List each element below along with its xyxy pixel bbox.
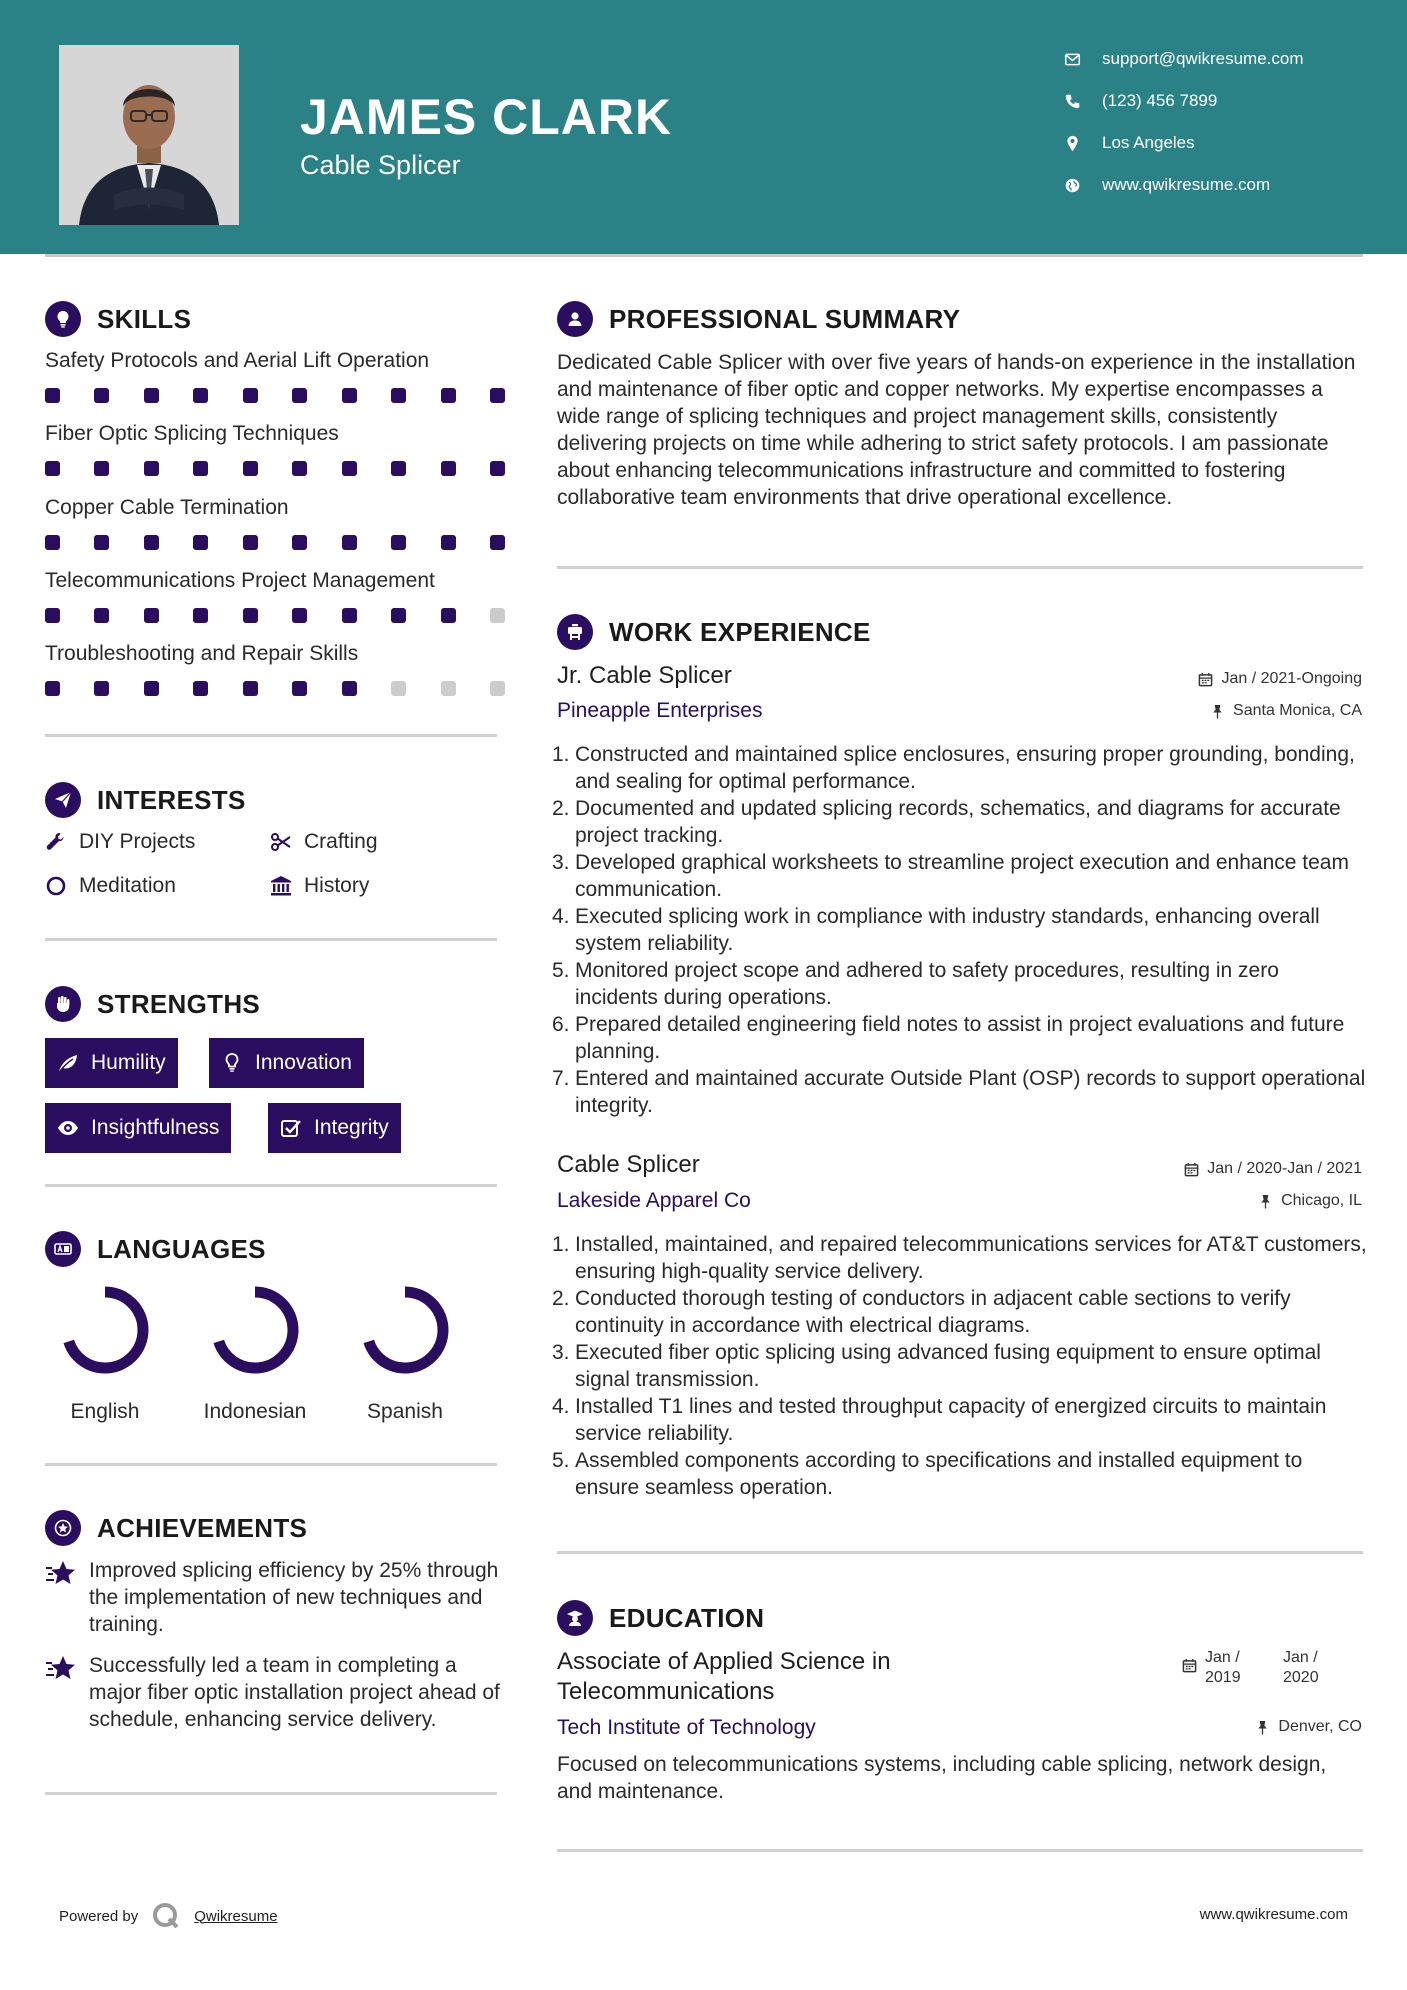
candidate-name: JAMES CLARK — [300, 89, 673, 145]
rating-dot-filled — [45, 681, 60, 696]
rating-dot-filled — [292, 535, 307, 550]
interests-title: INTERESTS — [97, 784, 246, 815]
thumbtack-icon — [1255, 1720, 1270, 1735]
strength-tag — [209, 1038, 364, 1088]
list-number: 2. — [552, 797, 570, 820]
map-pin-icon — [1064, 135, 1102, 152]
rating-dot-filled — [144, 681, 159, 696]
achievements-heading — [45, 1510, 307, 1546]
responsibility-item — [552, 795, 1367, 849]
eye-icon — [57, 1117, 79, 1139]
responsibility-item — [552, 1011, 1367, 1065]
rating-dot-filled — [292, 388, 307, 403]
job-location-text: Santa Monica, CA — [1233, 702, 1362, 719]
experience-title: WORK EXPERIENCE — [609, 616, 871, 647]
language-ring — [355, 1280, 455, 1380]
responsibility-item — [552, 903, 1367, 957]
strength-label: Insightfulness — [91, 1116, 220, 1139]
strength-tag — [268, 1103, 401, 1153]
rating-dot-filled — [144, 608, 159, 623]
education-title: EDUCATION — [609, 1602, 765, 1633]
skill-item — [45, 496, 505, 550]
responsibility-text: Prepared detailed engineering field notes to assist in project evaluations and future planning. — [575, 1013, 1345, 1063]
museum-icon — [270, 875, 292, 897]
list-number: 7. — [552, 1067, 570, 1090]
language-item — [180, 1280, 330, 1424]
skill-item — [45, 349, 505, 403]
rating-dot-filled — [144, 388, 159, 403]
education-heading — [557, 1600, 764, 1636]
rating-dot-filled — [292, 681, 307, 696]
responsibility-item — [552, 1393, 1367, 1447]
rating-dot-filled — [342, 681, 357, 696]
languages-heading — [45, 1231, 266, 1267]
language-item — [30, 1280, 180, 1424]
section-divider — [557, 1849, 1363, 1852]
rating-dot-filled — [193, 461, 208, 476]
language-name: English — [70, 1400, 140, 1423]
rating-dot-filled — [441, 461, 456, 476]
job-title: Cable Splicer — [557, 1151, 700, 1178]
responsibility-item — [552, 1339, 1367, 1393]
job-location — [1210, 702, 1362, 720]
language-name: Indonesian — [203, 1400, 307, 1423]
responsibility-text: Executed fiber optic splicing using advanced fusing equipment to ensure optimal signal transmission. — [575, 1341, 1321, 1391]
summary-text: Dedicated Cable Splicer with over five years of hands-on experience in the installation and maintenance of fiber optic and copper networks. My expertise encompasses a wide range of splicing techniques and project management skills, consistently delivering projects on time while adhering to strict safety protocols. I am passionate about enhancing telecommunications infrastructure and committed to fostering collaborative team environments that drive operational excellence. — [557, 351, 1356, 509]
rating-dot-filled — [193, 535, 208, 550]
skill-name: Troubleshooting and Repair Skills — [45, 642, 359, 665]
rating-dot-filled — [45, 608, 60, 623]
rating-dot-filled — [391, 461, 406, 476]
rating-dot-filled — [342, 461, 357, 476]
rating-dot-filled — [391, 388, 406, 403]
school-name: Tech Institute of Technology — [557, 1716, 816, 1739]
job-dates-text: Jan / 2021-Ongoing — [1221, 670, 1362, 687]
job-dates — [1184, 1160, 1362, 1178]
list-number: 4. — [552, 1395, 570, 1418]
section-divider — [45, 938, 497, 941]
responsibility-item — [552, 957, 1367, 1011]
rating-dot-filled — [292, 461, 307, 476]
education-start — [1205, 1648, 1283, 1688]
skill-rating — [45, 681, 505, 696]
scissors-icon — [270, 831, 292, 853]
phone-icon — [1064, 93, 1102, 110]
rating-dot-filled — [292, 608, 307, 623]
check-square-icon — [280, 1117, 302, 1139]
responsibility-text: Constructed and maintained splice enclosures, ensuring proper grounding, bonding, and sealing for optimal performance. — [575, 743, 1355, 793]
rating-dot-filled — [243, 461, 258, 476]
language-item — [330, 1280, 480, 1424]
achievement-item — [45, 1652, 505, 1733]
envelope-icon — [1064, 51, 1102, 68]
rating-dot-filled — [391, 608, 406, 623]
degree-title — [557, 1647, 891, 1707]
contact-location — [1064, 122, 1394, 164]
wrench-icon — [45, 831, 67, 853]
thumbtack-icon — [1258, 1194, 1273, 1209]
achievements-title: ACHIEVEMENTS — [97, 1512, 308, 1543]
section-divider — [557, 1551, 1363, 1554]
section-divider — [45, 1463, 497, 1466]
rating-dot-filled — [94, 388, 109, 403]
profile-photo — [59, 45, 239, 225]
education-location — [1255, 1718, 1362, 1736]
list-number: 5. — [552, 1449, 570, 1472]
responsibility-text: Installed, maintained, and repaired telecommunications services for AT&T customers, ensuring high-quality service delivery. — [575, 1233, 1367, 1283]
list-number: 1. — [552, 743, 570, 766]
skill-item — [45, 569, 505, 623]
interests-heading — [45, 782, 246, 818]
achievement-text: Successfully led a team in completing a major fiber optic installation project ahead of schedule, enhancing service delivery. — [89, 1654, 500, 1731]
responsibility-text: Entered and maintained accurate Outside Plant (OSP) records to support operational integrity. — [575, 1067, 1366, 1117]
circle-icon — [45, 875, 67, 897]
job-dates-text: Jan / 2020-Jan / 2021 — [1207, 1160, 1362, 1177]
rating-dot-filled — [391, 535, 406, 550]
contact-website[interactable] — [1064, 164, 1394, 206]
interest-label: Crafting — [304, 830, 378, 853]
strength-label: Innovation — [255, 1051, 352, 1074]
responsibility-text: Documented and updated splicing records, schematics, and diagrams for accurate project tracking. — [575, 797, 1341, 847]
rating-dot-filled — [144, 535, 159, 550]
list-number: 6. — [552, 1013, 570, 1036]
qwikresume-logo-icon — [150, 1900, 182, 1932]
contact-phone[interactable] — [1064, 80, 1394, 122]
summary-title: PROFESSIONAL SUMMARY — [609, 303, 961, 334]
skill-item — [45, 642, 505, 696]
job-location — [1258, 1192, 1362, 1210]
list-number: 2. — [552, 1287, 570, 1310]
skills-title: SKILLS — [97, 303, 192, 334]
degree-line-2: Telecommunications — [557, 1678, 775, 1705]
section-divider — [45, 734, 497, 737]
brand-link[interactable]: Qwikresume — [194, 1907, 278, 1925]
calendar-icon — [1182, 1658, 1197, 1673]
strength-label: Humility — [91, 1051, 166, 1074]
interest-label: DIY Projects — [79, 830, 196, 853]
list-number: 1. — [552, 1233, 570, 1256]
powered-by-text: Powered by — [59, 1907, 139, 1925]
strength-label: Integrity — [314, 1116, 389, 1139]
rating-dot-filled — [94, 608, 109, 623]
education-end — [1283, 1648, 1319, 1688]
rating-dot-empty — [490, 608, 505, 623]
education-dates — [1182, 1648, 1319, 1688]
skill-name: Safety Protocols and Aerial Lift Operation — [45, 349, 430, 372]
rating-dot-filled — [193, 388, 208, 403]
language-ring — [55, 1280, 155, 1380]
skill-rating — [45, 388, 505, 403]
language-name: Spanish — [367, 1400, 443, 1423]
responsibility-item — [552, 849, 1367, 903]
job-responsibilities — [552, 741, 1367, 1119]
rating-dot-empty — [391, 681, 406, 696]
language-ring — [205, 1280, 305, 1380]
list-number: 3. — [552, 851, 570, 874]
briefcase-icon — [557, 614, 593, 650]
rating-dot-filled — [144, 461, 159, 476]
strength-tag — [45, 1103, 231, 1153]
skill-rating — [45, 608, 505, 623]
responsibility-text: Developed graphical worksheets to streamline project execution and enhance team communication. — [575, 851, 1349, 901]
responsibility-item — [552, 1231, 1367, 1285]
rating-dot-filled — [441, 608, 456, 623]
star-icon — [45, 1559, 79, 1589]
thumbtack-icon — [1210, 704, 1225, 719]
interest-item — [45, 874, 176, 898]
responsibility-item — [552, 1065, 1367, 1119]
skill-rating — [45, 535, 505, 550]
rating-dot-filled — [490, 535, 505, 550]
rating-dot-empty — [441, 681, 456, 696]
job-company: Lakeside Apparel Co — [557, 1189, 751, 1212]
rating-dot-filled — [243, 535, 258, 550]
job-responsibilities — [552, 1231, 1367, 1501]
job-dates — [1198, 670, 1362, 688]
rating-dot-filled — [441, 535, 456, 550]
education-end-year: 2020 — [1283, 1669, 1319, 1686]
achievement-text: Improved splicing efficiency by 25% through the implementation of new techniques and training. — [89, 1559, 499, 1636]
contact-website-text: www.qwikresume.com — [1102, 175, 1271, 194]
calendar-icon — [1198, 672, 1213, 687]
raised-fist-icon — [45, 986, 81, 1022]
section-divider — [557, 566, 1363, 569]
rating-dot-filled — [490, 461, 505, 476]
interest-label: Meditation — [79, 874, 176, 897]
star-icon — [45, 1654, 79, 1684]
header-divider — [45, 254, 1363, 257]
interest-item — [270, 874, 369, 898]
skill-name: Fiber Optic Splicing Techniques — [45, 422, 339, 445]
responsibility-item — [552, 741, 1367, 795]
rating-dot-filled — [441, 388, 456, 403]
list-number: 4. — [552, 905, 570, 928]
strengths-title: STRENGTHS — [97, 988, 261, 1019]
rating-dot-filled — [193, 608, 208, 623]
rating-dot-filled — [94, 535, 109, 550]
degree-line-1: Associate of Applied Science in — [557, 1648, 891, 1675]
rating-dot-filled — [243, 388, 258, 403]
language-icon — [45, 1231, 81, 1267]
contact-location-text: Los Angeles — [1102, 133, 1195, 152]
strength-tag — [45, 1038, 178, 1088]
footer-url[interactable]: www.qwikresume.com — [1199, 1906, 1348, 1923]
rating-dot-filled — [342, 608, 357, 623]
list-number: 3. — [552, 1341, 570, 1364]
rating-dot-filled — [94, 461, 109, 476]
rating-dot-filled — [94, 681, 109, 696]
skill-item — [45, 422, 505, 476]
contact-list — [1064, 38, 1394, 206]
list-number: 5. — [552, 959, 570, 982]
responsibility-text: Conducted thorough testing of conductors in adjacent cable sections to verify continuity in accordance with electrical diagrams. — [575, 1287, 1291, 1337]
calendar-icon — [1184, 1162, 1199, 1177]
education-description: Focused on telecommunications systems, including cable splicing, network design, and maintenance. — [557, 1753, 1327, 1803]
skills-heading — [45, 301, 191, 337]
responsibility-text: Executed splicing work in compliance with industry standards, enhancing overall system reliability. — [575, 905, 1320, 955]
skill-name: Telecommunications Project Management — [45, 569, 435, 592]
candidate-role: Cable Splicer — [300, 150, 461, 180]
rating-dot-empty — [490, 681, 505, 696]
skill-name: Copper Cable Termination — [45, 496, 289, 519]
education-start-year: 2019 — [1205, 1669, 1241, 1686]
experience-heading — [557, 614, 871, 650]
section-divider — [45, 1184, 497, 1187]
rating-dot-filled — [45, 535, 60, 550]
interest-label: History — [304, 874, 370, 897]
job-title: Jr. Cable Splicer — [557, 662, 732, 689]
responsibility-item — [552, 1447, 1367, 1501]
rating-dot-filled — [243, 608, 258, 623]
rating-dot-filled — [193, 681, 208, 696]
responsibility-text: Assembled components according to specifications and installed equipment to ensure seamless operation. — [575, 1449, 1303, 1499]
contact-email[interactable] — [1064, 38, 1394, 80]
languages-title: LANGUAGES — [97, 1233, 266, 1264]
footer-powered-by — [59, 1900, 278, 1932]
contact-email-text: support@qwikresume.com — [1102, 49, 1304, 68]
lightbulb-icon — [221, 1052, 243, 1074]
paper-plane-icon — [45, 782, 81, 818]
graduate-icon — [557, 1600, 593, 1636]
leaf-icon — [57, 1052, 79, 1074]
rating-dot-filled — [45, 388, 60, 403]
job-location-text: Chicago, IL — [1281, 1192, 1362, 1209]
responsibility-text: Installed T1 lines and tested throughput capacity of energized circuits to maintain service reliability. — [575, 1395, 1327, 1445]
rating-dot-filled — [243, 681, 258, 696]
lightbulb-icon — [45, 301, 81, 337]
skill-rating — [45, 461, 505, 476]
globe-icon — [1064, 177, 1102, 194]
resume-header — [0, 0, 1407, 254]
section-divider — [45, 1792, 497, 1795]
education-end-month: Jan / — [1283, 1649, 1318, 1666]
interest-item — [270, 830, 378, 854]
contact-phone-text: (123) 456 7899 — [1102, 91, 1218, 110]
user-icon — [557, 301, 593, 337]
summary-heading — [557, 301, 960, 337]
education-location-text: Denver, CO — [1278, 1718, 1362, 1735]
achievement-item — [45, 1557, 505, 1638]
responsibility-text: Monitored project scope and adhered to safety procedures, resulting in zero incidents during operations. — [575, 959, 1279, 1009]
star-badge-icon — [45, 1510, 81, 1546]
rating-dot-filled — [45, 461, 60, 476]
education-start-month: Jan / — [1205, 1649, 1240, 1666]
rating-dot-filled — [490, 388, 505, 403]
interest-item — [45, 830, 195, 854]
rating-dot-filled — [342, 535, 357, 550]
strengths-heading — [45, 986, 260, 1022]
job-company: Pineapple Enterprises — [557, 699, 763, 722]
responsibility-item — [552, 1285, 1367, 1339]
rating-dot-filled — [342, 388, 357, 403]
